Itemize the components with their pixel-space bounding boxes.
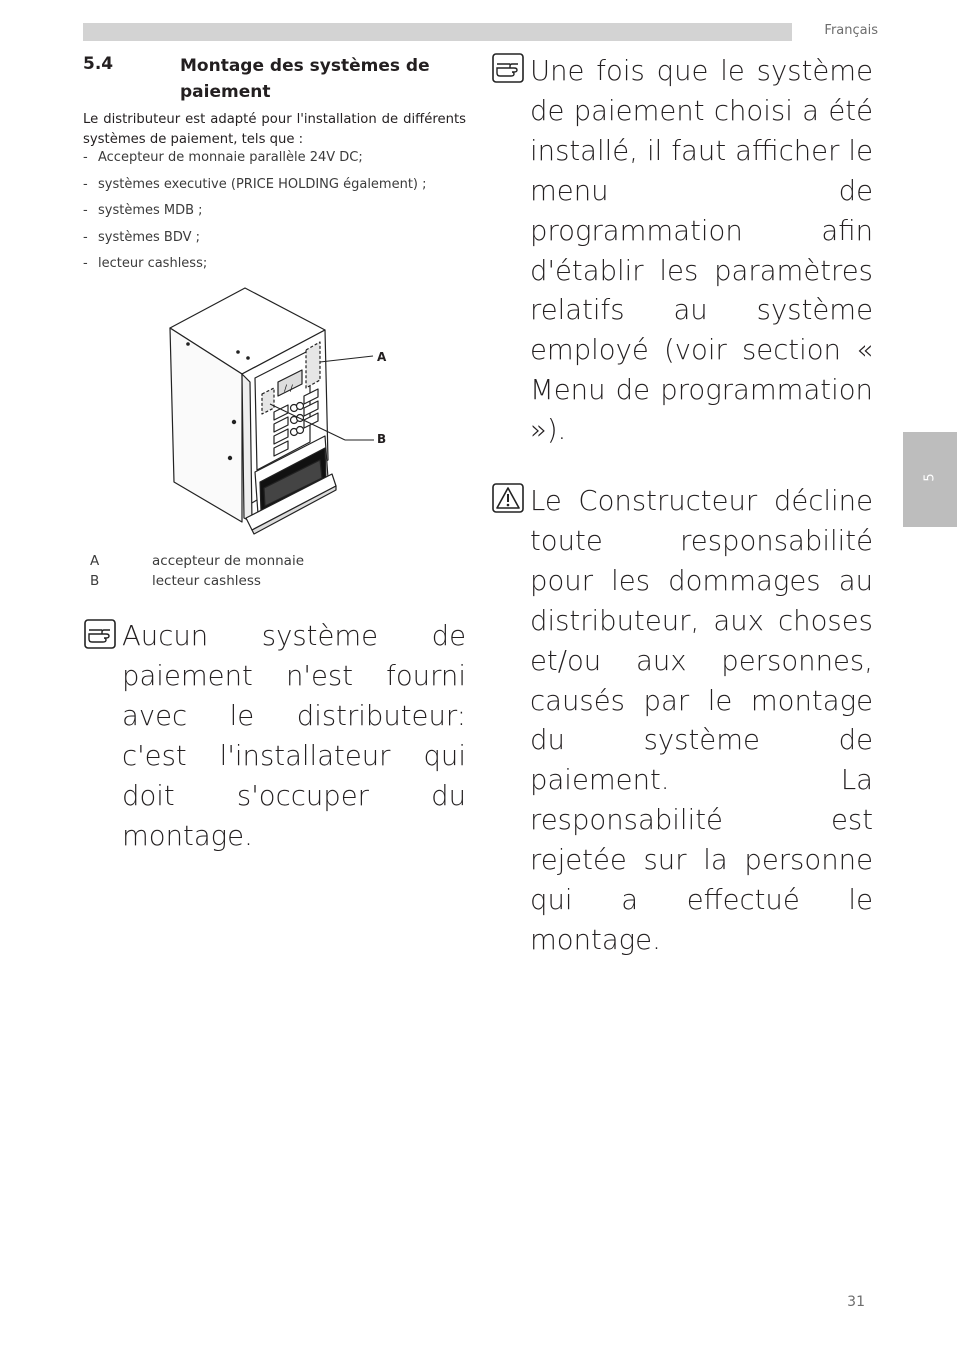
list-item: - systèmes MDB ; — [83, 203, 203, 218]
list-item: - systèmes executive (PRICE HOLDING également) ; — [83, 176, 427, 192]
payment-systems-list — [83, 148, 466, 281]
svg-text:/ /: / / — [284, 384, 293, 394]
section-intro: Le distributeur est adapté pour l'installation de différents systèmes de paiement, tels que : — [83, 112, 466, 147]
page-number: 31 — [847, 1294, 865, 1310]
language-label: Français — [824, 23, 878, 38]
section-number: 5.4 — [83, 54, 114, 74]
legend-text: accepteur de monnaie — [152, 553, 305, 569]
note-no-payment-system: Aucun système de paiement n'est fourni avec le distributeur: c'est l'installateur qui doit s'occuper du montage. — [122, 620, 466, 852]
chapter-tab — [903, 432, 957, 527]
callout-b-label: B — [377, 432, 387, 446]
pointing-hand-icon — [84, 619, 116, 649]
section-title: Montage des systèmes de paiement — [180, 56, 430, 102]
warning-icon — [492, 483, 524, 513]
note-programming-menu: Une fois que le système de paiement choisi a été installé, il faut afficher le menu de programmation afin d'établir les paramètres relatifs au système employé (voir section « Menu de programmation »). — [530, 55, 873, 447]
list-item-text: systèmes BDV ; — [98, 229, 201, 245]
legend-text: lecteur cashless — [152, 573, 261, 589]
chapter-tab-label: 5 — [922, 473, 938, 482]
list-item-text: Accepteur de monnaie parallèle 24V DC; — [98, 150, 363, 165]
pointing-hand-icon — [492, 53, 524, 83]
list-item: - Accepteur de monnaie parallèle 24V DC; — [83, 150, 363, 165]
legend-letter: B — [90, 573, 100, 589]
list-item-text: systèmes MDB ; — [98, 203, 203, 218]
header-bar — [83, 23, 792, 41]
warning-liability: Le Constructeur décline toute responsabilité pour les dommages au distributeur, aux choses et/ou aux personnes, causés par le montage du système de paiement. La responsabilité est rejetée sur la personne qui a effectué le montage. — [530, 485, 873, 956]
list-item-text: systèmes executive (PRICE HOLDING également) ; — [98, 176, 427, 192]
list-item-text: lecteur cashless; — [98, 256, 208, 271]
list-item: - systèmes BDV ; — [83, 229, 201, 245]
list-item: - lecteur cashless; — [83, 256, 208, 271]
legend-letter: A — [90, 553, 100, 569]
callout-a-label: A — [377, 350, 387, 364]
vending-machine-illustration — [160, 282, 400, 538]
